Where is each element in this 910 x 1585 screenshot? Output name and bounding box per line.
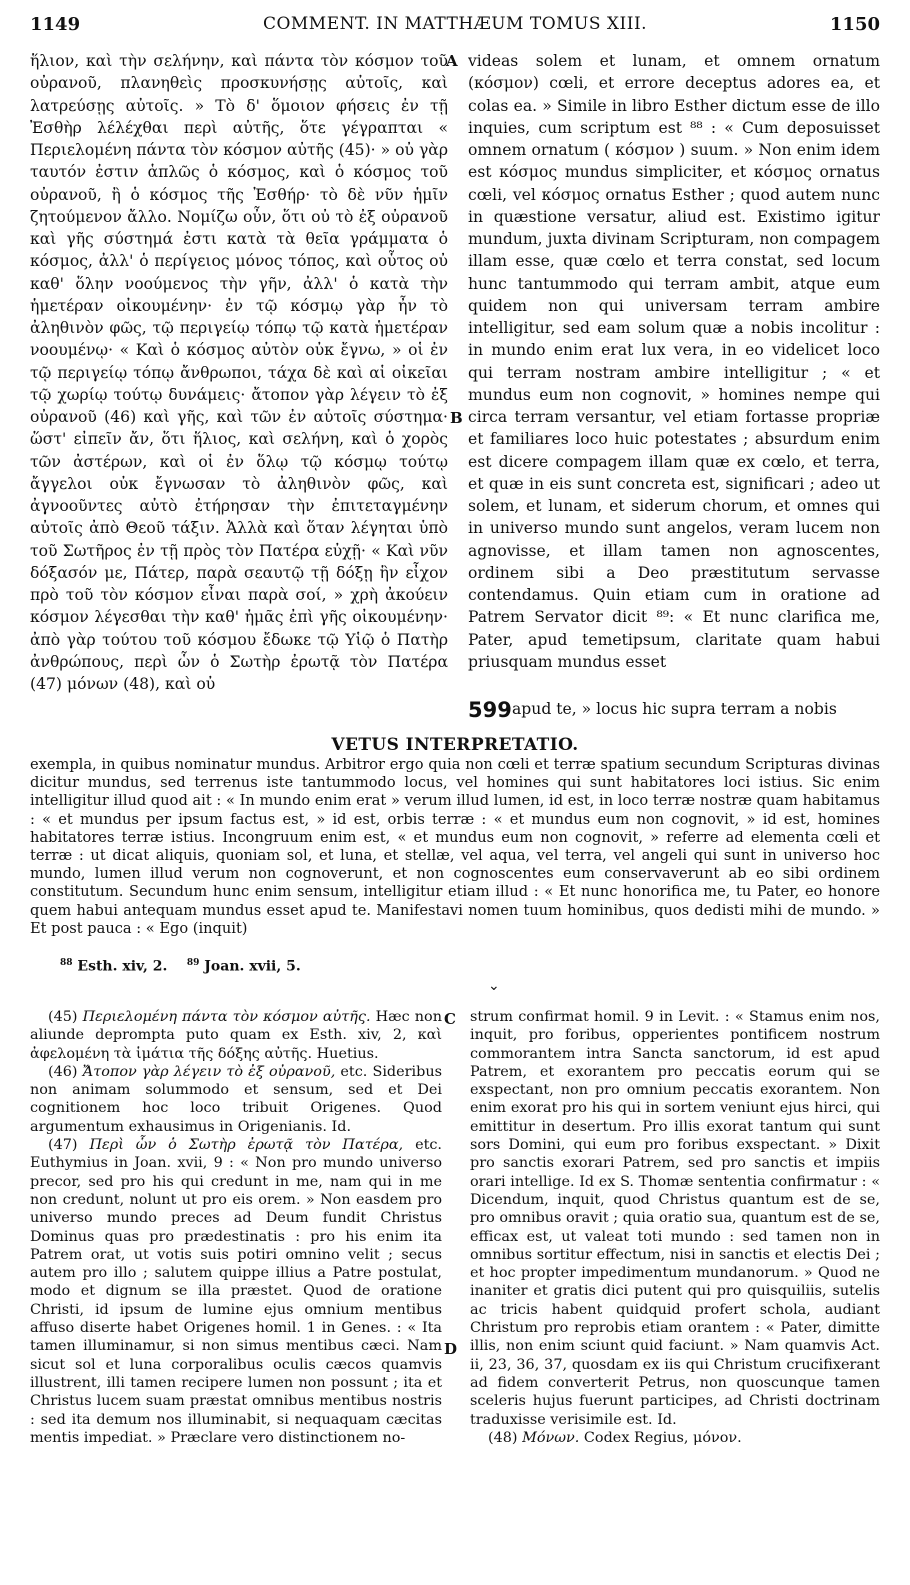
margin-letter-a: A bbox=[446, 52, 458, 70]
column-number-599: 599 bbox=[468, 698, 512, 722]
margin-letter-c: C bbox=[444, 1010, 456, 1028]
ref-88: Esth. xiv, 2. bbox=[77, 958, 168, 975]
note-lemma: Περὶ ὧν ὁ Σωτὴρ ἐρωτᾷ τὸν Πατέρα, bbox=[89, 1137, 404, 1154]
greek-paragraph: ἥλιον, καὶ τὴν σελήνην, καὶ πάντα τὸν κόσμον τοῦ οὐρανοῦ, πλανηθεὶς προσκυνήσῃς αὐτοῖς, καὶ λατρεύσῃς αὐτοῖς. » Τὸ δ' ὅμοιον φήσεις ἐν τῇ Ἐσθὴρ λέλέχθαι περὶ αὐτῆς, ὅτε γέγραπται « Περιελομένη πάντα τὸν κόσμον αὐτῆς (45)· » οὐ γὰρ ταυτόν ἐστιν ἁπλῶς ὁ κόσμος, καὶ ὁ κόσμος τοῦ οὐρανοῦ, ἢ ὁ κόσμος τῆς Ἐσθήρ· τὸ δὲ νῦν ἡμῖν ζητούμενον ἄλλο. Νομίζω οὖν, ὅτι οὐ τὸ ἐξ οὐρανοῦ καὶ γῆς σύστημά ἐστι κατὰ τὰ θεῖα γράμματα ὁ κόσμος, ἀλλ' ὁ περίγειος μόνος τόπος, καὶ οὗτος οὐ καθ' ὅλην νοούμενος τὴν γῆν, ἀλλ' ὁ κατὰ τὴν ἡμετέραν οἰκουμένην· ἐν τῷ κόσμῳ γὰρ ἦν τὸ ἀληθινὸν φῶς, τῷ περιγείῳ τόπῳ τῷ κατὰ ἡμετέραν νοουμένῳ· « Καὶ ὁ κόσμος αὐτὸν οὐκ ἔγνω, » οἱ ἐν τῷ περιγείῳ τόπῳ ἄνθρωποι, τάχα δὲ καὶ αἱ οἰκεῖαι τῷ χωρίῳ τούτῳ δυνάμεις· ἄτοπον γὰρ λέγειν τὸ ἐξ οὐρανοῦ (46) καὶ γῆς, καὶ τῶν ἐν αὐτοῖς σύστημα· ὥστ' εἰπεῖν ἄν, ὅτι ἥλιος, καὶ σελήνη, καὶ ὁ χορὸς τῶν ἀστέρων, καὶ οἱ ἐν ὅλῳ τῷ κόσμῳ τούτῳ ἄγγελοι οὐκ ἔγνωσαν τὸ ἀληθινὸν φῶς, καὶ ἀγνοοῦντες αὐτὸ ἐτήρησαν τὴν ἐπιτεταγμένην αὐτοῖς ἀπὸ Θεοῦ τάξιν. Ἀλλὰ καὶ ὅταν λέγηται ὑπὸ τοῦ Σωτῆρος ἐν τῇ πρὸς τὸν Πατέρα εὐχῇ· « Καὶ νῦν δόξασόν με, Πάτερ, παρὰ σεαυτῷ τῇ δόξῃ ἣν εἶχον πρὸ τοῦ τὸν κόσμον εἶναι παρὰ σοί, » χρὴ ἀκούειν κόσμον λέγεσθαι τὴν καθ' ἡμᾶς ἐπὶ γῆς οἰκουμένην· ἀπὸ γὰρ τούτου τοῦ κόσμου ἔδωκε τῷ Υἱῷ ὁ Πατὴρ ἀνθρώπους, περὶ ὧν ὁ Σωτὴρ ἐρωτᾷ τὸν Πατέρα (47) μόνων (48), καὶ οὐ bbox=[30, 52, 448, 693]
ref-89: Joan. xvii, 5. bbox=[204, 958, 301, 975]
note-number: (45) bbox=[48, 1009, 78, 1025]
page-header bbox=[30, 14, 880, 44]
note-45 bbox=[30, 1008, 442, 1063]
ref-number-89: 89 bbox=[186, 958, 200, 968]
note-text: Codex Regius, μόνον. bbox=[583, 1429, 742, 1446]
note-lemma: Περιελομένη πάντα τὸν κόσμον αὐτῆς. bbox=[82, 1009, 371, 1025]
notes-left-column bbox=[30, 1008, 442, 1478]
note-number: (46) bbox=[48, 1063, 78, 1080]
scripture-references bbox=[60, 958, 301, 975]
latin-last-line: apud te, » locus hic supra terram a nobis bbox=[512, 700, 837, 718]
note-47 bbox=[30, 1136, 442, 1447]
note-text: Hæc non aliunde deprompta puto quam ex Esth. xiv, 2, καὶ ἀφελομένη τὰ ἱμάτια τῆς δόξης αὐτῆς. Huetius. bbox=[30, 1009, 442, 1062]
note-number: (48) bbox=[488, 1429, 518, 1446]
vetus-paragraph: exempla, in quibus nominatur mundus. Arbitror ergo quia non cœli et terræ spatium secundum Scripturas divinas dicitur mundus, sed terrenus iste tantummodo locus, vel homines qui sunt habitatores loci istius. Sic enim intelligitur illud quod ait : « In mundo enim erat » verum illud lumen, id est, in loco terræ nostræ quam habitamus : « et mundus per ipsum factus est, » id est, orbis terræ : « et mundus eum non cognovit, » id est, homines habitatores terræ istius. Incongruum enim est, « et mundus eum non cognovit, » referre ad elementa cœli et terræ : ut dicat aliquis, quoniam sol, et luna, et stellæ, vel aqua, vel terra, vel angeli qui sunt in universo hoc mundo, lumen illud verum non cognoverunt, et non cognoscentes eum conservaverunt ab eo sibi ordinem constitutum. Secundum hunc enim sensum, intelligitur etiam illud : « Et nunc honorifica me, tu Pater, eo honore quem habui antequam mundus esset apud te. Manifestavi nomen tuum hominibus, quos dedisti mihi de mundo. » Et post pauca : « Ego (inquit) bbox=[30, 756, 880, 937]
latin-text-column bbox=[468, 50, 880, 730]
note-text: etc. Euthymius in Joan. xvii, 9 : « Non pro mundo universo precor, sed pro his qui credunt in me, nam qui in me non credunt, nolunt ut pro eis orem. » Non easdem pro universo mundo preces ad Deum fundit Christus Dominus quas pro prædestinatis : pro his enim ita Patrem orat, ut votis suis potiri omnino velit ; secus autem pro illo ; salutem quippe illius a Patre postulat, modo et dignum se illa præstet. Quod de oratione Christi, id ipsum de lumine ejus omnium mentibus affuso diserte habet Origenes homil. 1 in Genes. : « Ita tamen illuminamur, si non simus mentibus cæci. Nam sicut sol et luna corporalibus oculis cæcos quamvis illustrent, illi tamen recipere lumen non possunt ; ita et Christus lucem suam præstat omnibus mentibus nostris : sed ita demum nos illuminabit, si nequaquam cæcitas mentis impediat. » Præclare vero distinctionem no- bbox=[30, 1137, 442, 1446]
running-title: COMMENT. IN MATTHÆUM TOMUS XIII. bbox=[262, 14, 648, 34]
note-46 bbox=[30, 1063, 442, 1136]
vetus-interpretatio-title: VETUS INTERPRETATIO. bbox=[331, 735, 579, 755]
note-47-continuation: strum confirmat homil. 9 in Levit. : « Stamus enim nos, inquit, pro foribus, opperientes pontificem nostrum commorantem intra Sancta sanctorum, id est apud Patrem, et exorantem pro peccatis eorum qui se exspectant, non pro omnium peccatis exorantem. Non enim exorat pro his qui in sortem veniunt ejus hirci, qui emittitur in desertum. Pro illis exorat tantum qui sunt sors Domini, qui eum pro foribus exspectant. » Dixit pro sanctis exorari Patrem, sed pro sanctis et impiis orari intellige. Id ex S. Thomæ sententia confirmatur : « Dicendum, inquit, quod Christus quantum est de se, pro omnibus oravit ; quia oratio sua, quantum est de se, efficax est, ut valeat toti mundo : sed tamen non in omnibus sortitur effectum, nisi in sanctis et electis Dei ; et hoc propter impedimentum mundanorum. » Quod ne inaniter et gratis dici putent qui pro quisquiliis, sutelis ac tricis habent quidquid profert schola, audiant Christum pro reprobis etiam orantem : « Pater, dimitte illis, non enim sciunt quid faciunt. » Nam quamvis Act. ii, 23, 36, 37, quosdam ex iis qui Christum crucifixerant ad fidem converterit Petrus, non quoscunque tamen sceleris hujus fuerunt participes, ad Christi doctrinam traduxisse verisimile est. Id. bbox=[470, 1009, 880, 1428]
latin-paragraph: videas solem et lunam, et omnem ornatum (κόσμον) cœli, et errore deceptus adores ea, et colas ea. » Simile in libro Esther dictum esse de illo inquies, cum scriptum est ⁸⁸ : « Cum deposuisset omnem ornatum ( κόσμον ) suum. » Non enim idem est κόσμος mundus simpliciter, et κόσμος ornatus cœli, vel κόσμος ornatus Esther ; quod autem nunc in quæstione versatur, aliud est. Existimo igitur mundum, juxta divinam Scripturam, non compagem illam esse, quæ cœlo et terra constat, sed locum hunc tantummodo qui terram ambit, atque eum quidem non qui universam terram ambire intelligitur, sed eam solum quæ a nobis incolitur : in mundo enim erat lux vera, in eo videlicet loco qui terram nostram ambire intelligitur ; « et mundus eum non cognovit, » homines nempe qui circa terram versantur, vel etiam fortasse propriæ et familiares loco huic potestates ; absurdum enim est dicere compagem illam quæ ex cœlo, et terra, et quæ in eis sunt concreta est, significari ; adeo ut solem, et lunam, et siderum chorum, et omnes qui in universo mundo sunt angelos, veram lucem non agnovisse, et illam tamen non agnoscentes, ordinem sibi a Deo præstitutum servasse contendamus. Quin etiam cum in oratione ad Patrem Servator dicit ⁸⁹: « Et nunc clarifica me, Pater, apud temetipsum, claritate quam habui priusquam mundus esset bbox=[468, 52, 880, 671]
right-column-number: 1150 bbox=[829, 14, 880, 35]
note-lemma: Μόνων. bbox=[522, 1429, 580, 1446]
note-number: (47) bbox=[48, 1137, 78, 1154]
margin-letter-b: B bbox=[450, 409, 463, 427]
notes-right-column bbox=[470, 1008, 880, 1478]
note-48 bbox=[470, 1429, 880, 1447]
note-lemma: Ἄτοπον γὰρ λέγειν τὸ ἐξ οὐρανοῦ, bbox=[82, 1063, 336, 1080]
greek-text-column bbox=[30, 50, 448, 730]
vetus-interpretatio-text bbox=[30, 756, 880, 956]
margin-letter-d: D bbox=[444, 1340, 458, 1358]
ref-number-88: 88 bbox=[60, 958, 73, 968]
printer-mark: ⌄ bbox=[488, 978, 500, 994]
left-column-number: 1149 bbox=[30, 14, 81, 35]
note-text: etc. Sideribus non animam solummodo et sensum, sed et Dei cognitionem hoc loco tribuit Origenes. Quod argumentum exhausimus in Origenianis. Id. bbox=[30, 1063, 442, 1135]
